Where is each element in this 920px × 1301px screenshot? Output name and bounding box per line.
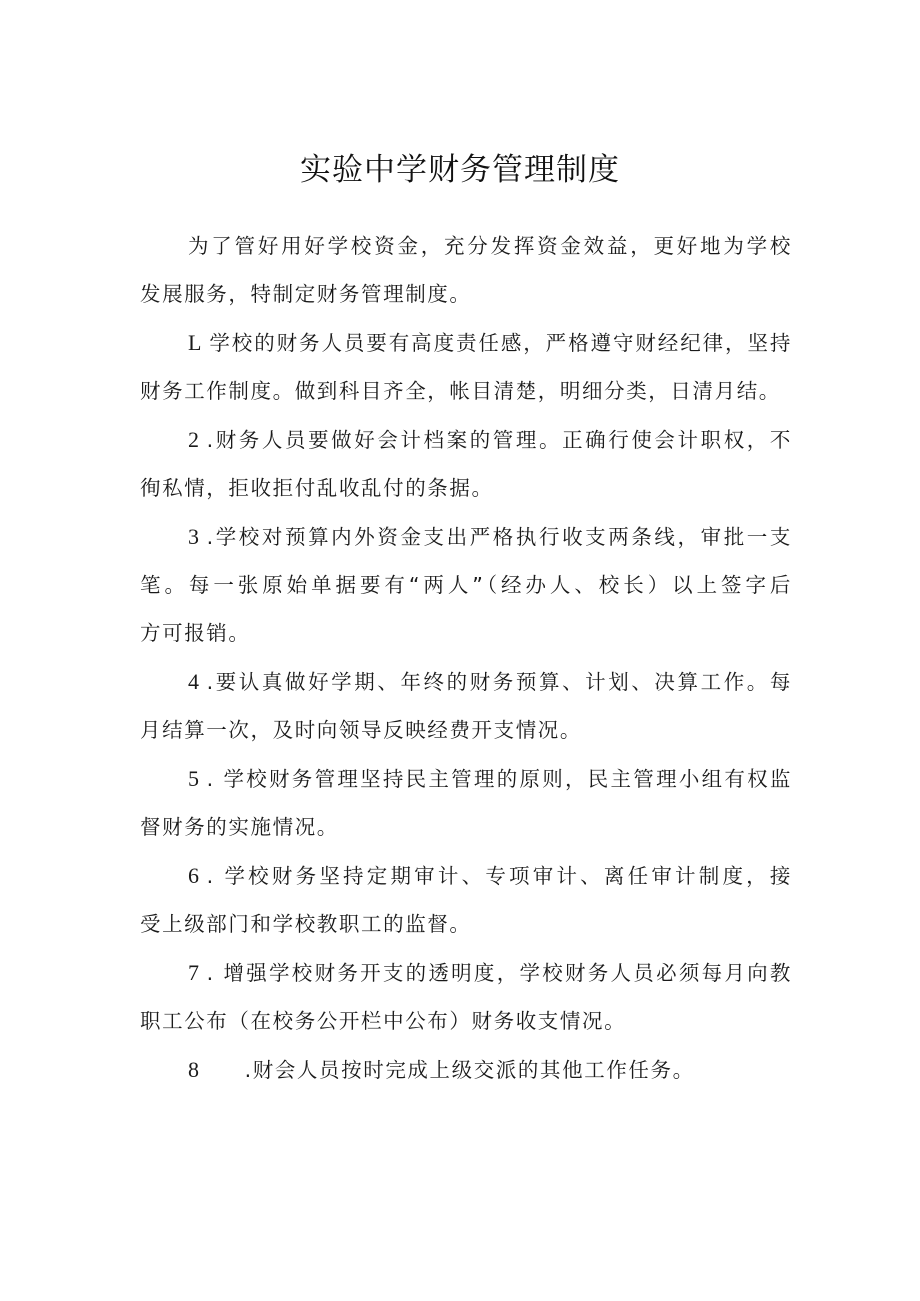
paragraph-intro — [140, 222, 792, 318]
paragraph-line: 督财务的实施情况。 — [140, 815, 339, 839]
paragraph-first-line — [140, 852, 792, 900]
paragraph-line: 月结算一次，及时向领导反映经费开支情况。 — [140, 718, 582, 742]
paragraph-line: . 学校财务坚持定期审计、专项审计、离任审计制度，接 — [206, 864, 792, 888]
paragraph-item-2 — [140, 416, 792, 512]
paragraph-line: .要认真做好学期、年终的财务预算、计划、决算工作。每 — [206, 670, 792, 694]
paragraph-item-4 — [140, 658, 792, 754]
paragraph-first-line — [140, 1046, 792, 1094]
paragraph-first-line — [140, 658, 792, 706]
item-number: 4 — [188, 669, 201, 694]
item-number: L — [188, 330, 204, 355]
paragraph-item-8 — [140, 1046, 792, 1094]
paragraph-first-line — [140, 513, 792, 561]
paragraph-item-6 — [140, 852, 792, 948]
item-number: 5 — [188, 766, 201, 791]
paragraph-line: . 学校财务管理坚持民主管理的原则，民主管理小组有权监 — [206, 767, 792, 791]
paragraph-line: 徇私情，拒收拒付乱收乱付的条据。 — [140, 476, 494, 500]
item-number: 2 — [188, 427, 201, 452]
document-body — [140, 222, 792, 1095]
paragraph-line: 方可报销。 — [140, 621, 251, 645]
paragraph-line: .财务人员要做好会计档案的管理。正确行使会计职权，不 — [206, 428, 792, 452]
paragraph-item-1 — [140, 319, 792, 415]
paragraph-line: .学校对预算内外资金支出严格执行收支两条线，审批一支 — [206, 525, 792, 549]
paragraph-item-7 — [140, 949, 792, 1045]
paragraph-line: 学校的财务人员要有高度责任感，严格遵守财经纪律，坚持 — [209, 331, 792, 355]
paragraph-line: 受上级部门和学校教职工的监督。 — [140, 912, 472, 936]
paragraph-item-5 — [140, 755, 792, 851]
item-number: 3 — [188, 524, 201, 549]
paragraph-line: 发展服务，特制定财务管理制度。 — [140, 282, 472, 306]
paragraph-first-line — [140, 949, 792, 997]
paragraph-line: 职工公布（在校务公开栏中公布）财务收支情况。 — [140, 1009, 627, 1033]
paragraph-first-line — [140, 416, 792, 464]
item-number: 7 — [188, 960, 201, 985]
item-number: 6 — [188, 863, 201, 888]
paragraph-first-line — [140, 755, 792, 803]
paragraph-item-3 — [140, 513, 792, 657]
paragraph-line: 财务工作制度。做到科目齐全，帐目清楚，明细分类，日清月结。 — [140, 379, 781, 403]
paragraph-line: 为了管好用好学校资金，充分发挥资金效益，更好地为学校 — [188, 234, 792, 258]
paragraph-line: . 增强学校财务开支的透明度，学校财务人员必须每月向教 — [206, 961, 792, 985]
item-number: 8 — [188, 1057, 201, 1082]
page-title: 实验中学财务管理制度 — [300, 152, 620, 188]
paragraph-line: 笔。每一张原始单据要有“两人”（经办人、校长）以上签字后 — [140, 573, 792, 597]
paragraph-first-line — [140, 319, 792, 367]
paragraph-line: .财会人员按时完成上级交派的其他工作任务。 — [244, 1058, 695, 1082]
